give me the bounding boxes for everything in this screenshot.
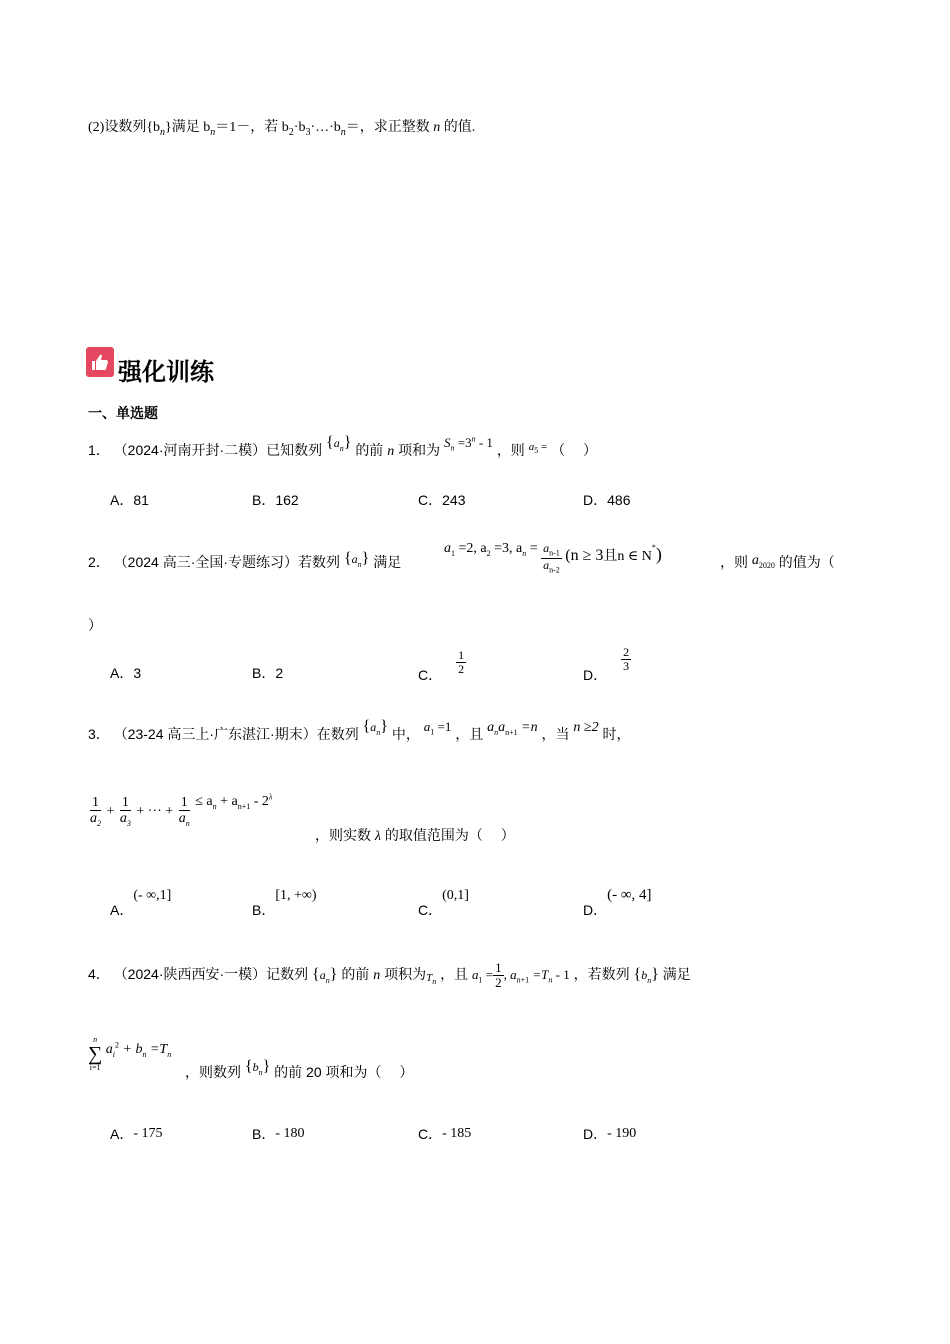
q4-stem: [88, 961, 691, 991]
q-text: 项积为: [384, 965, 427, 982]
q2-stem-tail: [720, 552, 835, 573]
q4-recurrence: $a_1$ = $\frac{1}{2}$ , $a_{n+1} =T_n - 1$: [472, 960, 570, 991]
q-number: 4．: [88, 965, 110, 982]
option-b[interactable]: B．162: [252, 492, 299, 508]
option-c[interactable]: C．243: [418, 492, 466, 508]
q-text: ，当: [541, 726, 570, 742]
q-text: 满足: [662, 965, 691, 982]
q-text: 的前 20 项和为（ ）: [274, 1064, 414, 1080]
text: ＝，求正整数: [345, 120, 430, 135]
a5: a5 =: [528, 441, 548, 456]
q-text: （2024·陕西西安·一模）记数列: [113, 965, 309, 982]
q2-condition: $a_1 =2$, $a_2 =3$, $a_n$ = $\frac{a_{n-1}}{a_{n-2}}$ (n ≥ 3且n ∈ N*): [444, 540, 662, 575]
q-text: 时，: [602, 726, 631, 742]
q1-stem: [88, 434, 597, 461]
q2-paren-close: ）: [88, 617, 102, 633]
seq-a: $\{a_n\}$: [343, 550, 370, 570]
cond: n ≥2: [573, 720, 599, 735]
part2-label: (2)设数列{b: [88, 120, 161, 135]
seq-a: $\{a_n\}$: [312, 965, 338, 985]
q-text: 中，: [391, 726, 420, 742]
seq-a: $\{a_n\}$: [326, 434, 352, 454]
text: 的值.: [443, 120, 476, 135]
a2020: $a_{2020}$: [751, 553, 775, 570]
option-d[interactable]: D．- 190: [583, 1126, 637, 1142]
seq-b: $\{b_n\}$: [244, 1058, 271, 1078]
q-text: 的前: [341, 965, 370, 982]
option-a[interactable]: A．81: [110, 492, 149, 508]
q-text: ，若数列: [573, 965, 630, 982]
option-a[interactable]: A．3: [110, 665, 142, 681]
q-text: ，且: [455, 726, 484, 742]
sub: 2: [288, 126, 294, 138]
tn: $T_n$: [426, 971, 437, 986]
q-number: 2．: [88, 554, 110, 570]
text: }满足 b: [165, 120, 211, 135]
q-text: ，则数列: [185, 1064, 241, 1080]
q-text: （2024 高三·全国·专题练习）若数列: [113, 554, 341, 570]
text: ·…·b: [310, 120, 341, 135]
q3-stem: [88, 718, 631, 745]
sum-formula: $S_n =3^n - 1$: [443, 434, 493, 453]
q-text: （2024·河南开封·二模）已知数列: [113, 442, 323, 458]
option-b[interactable]: B．2: [252, 665, 284, 681]
q3-stem-tail: [315, 825, 515, 845]
q-text: （ ）: [551, 442, 597, 458]
option-c[interactable]: C．- 185: [418, 1126, 472, 1142]
part2-line: [88, 116, 475, 138]
option-d[interactable]: D．486: [583, 492, 631, 508]
option-a[interactable]: A．- 175: [110, 1126, 163, 1142]
q-text: ，且: [440, 965, 469, 982]
option-d[interactable]: D． $\frac{2}{3}$: [583, 645, 630, 684]
section-title: 强化训练: [118, 359, 214, 386]
q-text: 项和为: [398, 442, 441, 458]
q-text: 满足: [373, 554, 402, 570]
sub: n: [160, 126, 166, 138]
option-c[interactable]: C．(0,1]: [418, 888, 469, 918]
var: n: [387, 444, 395, 459]
option-d[interactable]: D．(- ∞, 4]: [583, 887, 652, 918]
q4-sum: n ∑ i=1 $a_i^2 + b_n =T_n$: [88, 1035, 172, 1072]
thumbs-up-icon: [86, 347, 114, 377]
q3-inequality: $\frac{1}{a_2}$ + $\frac{1}{a_3}$ + ··· + $\frac{1}{a_n}$ ≤ $a_n + a_{n+1} - 2^\lambda$: [90, 792, 273, 829]
seq-b: $\{b_n\}$: [633, 965, 659, 985]
option-a[interactable]: A．(- ∞,1]: [110, 888, 172, 918]
sub: n: [210, 126, 216, 138]
product: $a_na_{n+1} =n$: [487, 720, 538, 737]
lambda: λ: [374, 829, 381, 844]
seq-a: $\{a_n\}$: [362, 718, 388, 738]
q4-stem-tail: [185, 1058, 414, 1083]
q-text: ，则实数: [315, 827, 371, 843]
q2-stem: [88, 552, 401, 573]
q-text: 的取值范围为（ ）: [384, 827, 515, 843]
subsection-title: 一、单选题: [88, 405, 158, 421]
var: n: [433, 120, 441, 135]
q-text: 的值为（: [778, 554, 835, 570]
q-text: ，则: [720, 554, 748, 570]
sub: 3: [305, 126, 311, 138]
a1: $a_1 =1$: [423, 719, 452, 737]
text: ·b: [293, 120, 306, 135]
q-text: ，则: [496, 442, 525, 458]
q-number: 1．: [88, 442, 110, 458]
q-text: 的前: [355, 442, 384, 458]
option-b[interactable]: B．- 180: [252, 1126, 305, 1142]
q-text: （23-24 高三上·广东湛江·期末）在数列: [113, 726, 359, 742]
text: ＝1－，若 b: [215, 120, 289, 135]
var: n: [373, 967, 381, 983]
sub: n: [340, 126, 346, 138]
q-number: 3．: [88, 726, 110, 742]
option-c[interactable]: C． $\frac{1}{2}$: [418, 648, 465, 684]
option-b[interactable]: B．[1, +∞): [252, 888, 317, 918]
